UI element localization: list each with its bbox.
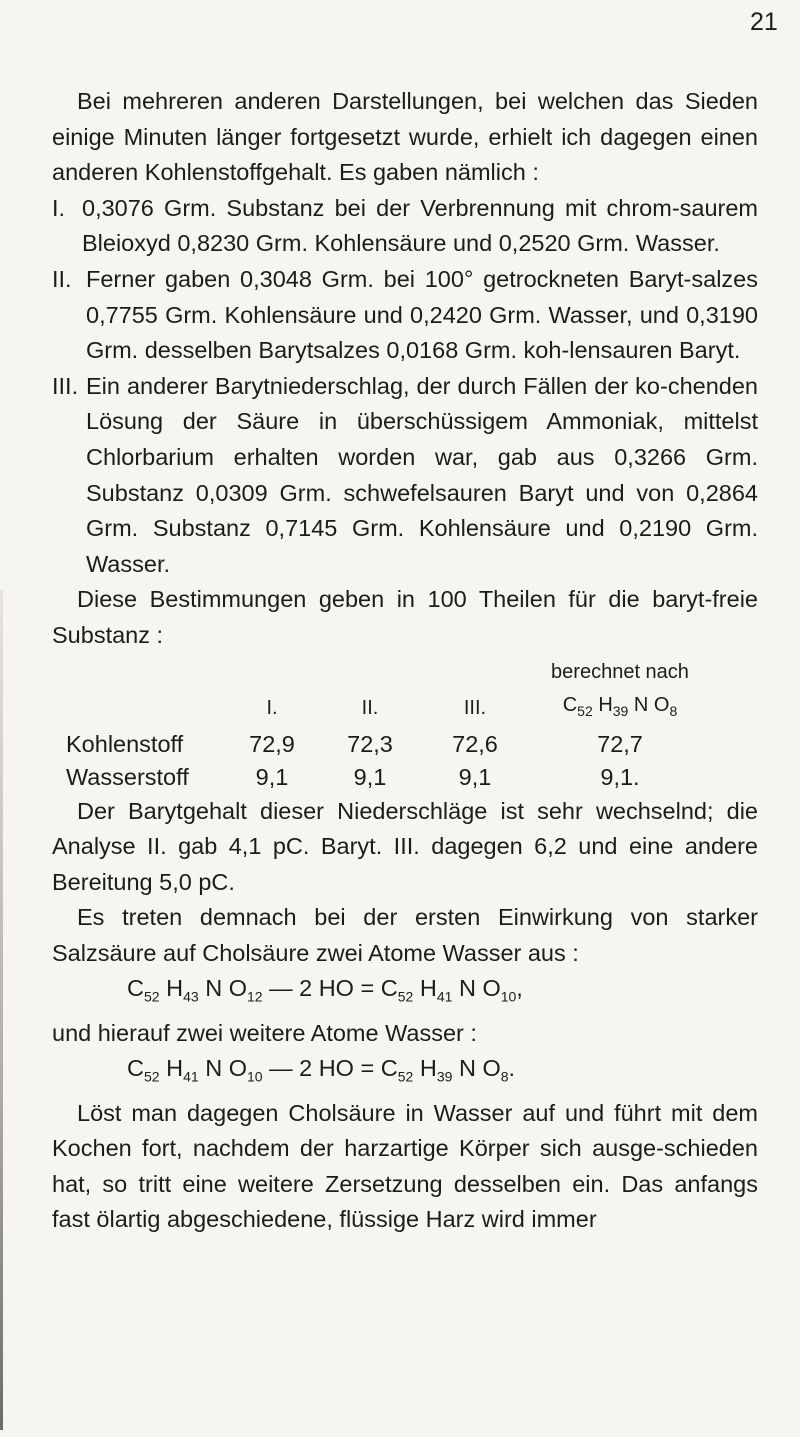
table-row xyxy=(52,761,710,794)
binding-shadow xyxy=(0,590,3,1430)
analysis-item-1 xyxy=(52,191,758,262)
table-header-calc xyxy=(52,656,710,689)
item-label: I. xyxy=(52,194,66,221)
table-cell: 72,7 xyxy=(597,730,643,757)
table-cell: 72,3 xyxy=(347,730,393,757)
paragraph-intro: Bei mehreren anderen Darstellungen, bei welchen das Sieden einige Minuten länger fortgesetzt wurde, erhielt ich dagegen einen anderen Kohlenstoffgehalt. Es gaben nämlich : xyxy=(52,88,758,186)
equation-2: $C_{52}$ $H_{41}$ N $O_{10}$ — 2 HO = $C_{52}$ $H_{39}$ N $O_8$. xyxy=(127,1055,516,1086)
table-header-row xyxy=(52,689,710,728)
item-label: II. xyxy=(52,265,72,292)
item-text: 0,3076 Grm. Substanz bei der Verbrennung mit chrom-saurem Bleioxyd 0,8230 Grm. Kohlensäure und 0,2520 Grm. Wasser. xyxy=(82,194,758,257)
paragraph-reaction: Es treten demnach bei der ersten Einwirkung von starker Salzsäure auf Cholsäure zwei Atome Wasser aus : xyxy=(52,904,758,966)
equation-1: $C_{52}$ $H_{43}$ N $O_{12}$ — 2 HO = $C_{52}$ $H_{41}$ N $O_{10}$, xyxy=(127,975,523,1006)
table-cell: 9,1 xyxy=(353,763,387,790)
table-cell: 9,1 xyxy=(255,763,289,790)
item-label: III. xyxy=(52,372,79,399)
analysis-item-3 xyxy=(52,369,758,583)
table-cell: 9,1 xyxy=(458,763,492,790)
row-label: Wasserstoff xyxy=(66,763,189,790)
table-row xyxy=(52,728,710,761)
item-text: Ferner gaben 0,3048 Grm. bei 100° getrockneten Baryt-salzes 0,7755 Grm. Kohlensäure und 0,2420 Grm. Wasser, und 0,3190 Grm. desselben Barytsalzes 0,0168 Grm. koh-lensauren Baryt. xyxy=(86,265,758,364)
page-number: 21 xyxy=(750,8,778,36)
body-text xyxy=(52,84,758,1238)
column-header-iii: III. xyxy=(463,696,487,719)
table-cell: 9,1. xyxy=(600,763,640,790)
results-table xyxy=(52,656,710,794)
column-header-formula: $C_{52}$ $H_{39}$ N $O_8$ xyxy=(562,693,678,719)
row-label: Kohlenstoff xyxy=(66,730,184,757)
column-header-ii: II. xyxy=(361,696,379,719)
analysis-item-2 xyxy=(52,262,758,369)
calc-header: berechnet nach xyxy=(551,660,689,683)
paragraph-baryt: Der Barytgehalt dieser Niederschläge ist sehr wechselnd; die Analyse II. gab 4,1 pC. Baryt. III. dagegen 6,2 und eine andere Bereitung 5,0 pC. xyxy=(52,797,758,895)
item-text: Ein anderer Barytniederschlag, der durch Fällen der ko-chenden Lösung der Säure in überschüssigem Ammoniak, mittelst Chlorbarium erhalten worden war, gab aus 0,3266 Grm. Substanz 0,0309 Grm. schwefelsauren Baryt und von 0,2864 Grm. Substanz 0,7145 Grm. Kohlensäure und 0,2190 Grm. Wasser. xyxy=(86,372,758,577)
paragraph-continuation: Löst man dagegen Cholsäure in Wasser auf und führt mit dem Kochen fort, nachdem der harzartige Körper sich ausge-schieden hat, so tritt eine weitere Zersetzung desselben ein. Das anfangs fast ölartig abgeschiedene, flüssige Harz wird immer xyxy=(52,1099,758,1233)
table-cell: 72,6 xyxy=(452,730,498,757)
paragraph-further: und hierauf zwei weitere Atome Wasser : xyxy=(52,1019,477,1046)
paragraph-results-intro: Diese Bestimmungen geben in 100 Theilen für die baryt-freie Substanz : xyxy=(52,586,758,648)
table-cell: 72,9 xyxy=(249,730,295,757)
column-header-i: I. xyxy=(266,696,278,719)
